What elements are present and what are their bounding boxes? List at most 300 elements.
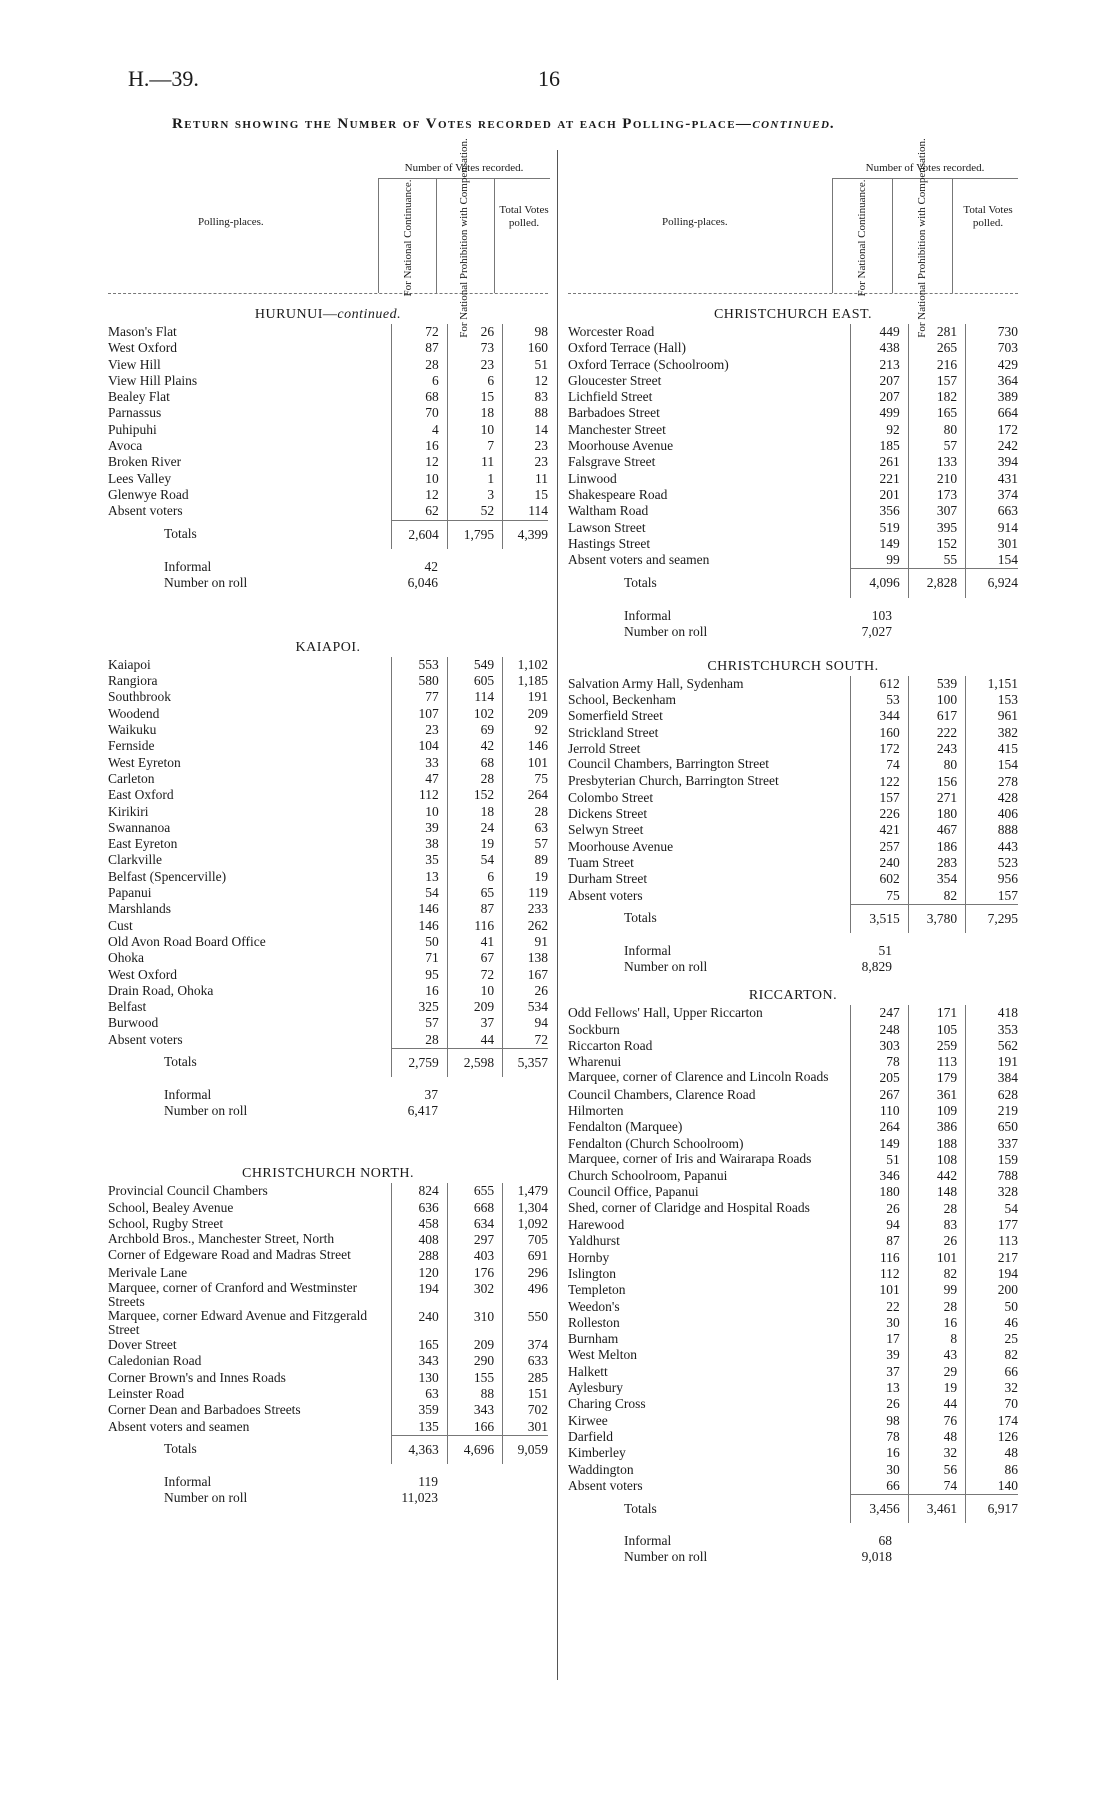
total-votes: 1,304 [503,1200,548,1216]
table-row [108,836,548,852]
prohibition-votes: 152 [908,536,965,552]
polling-place: Presbyterian Church, Barrington Street [568,772,779,788]
continuance-total: 3,515 [851,904,908,933]
total-votes: 285 [503,1370,548,1386]
prohibition-votes: 42 [447,738,502,754]
polling-place: Absent voters [568,1477,643,1493]
polling-place: Templeton [568,1282,626,1298]
table-row [108,1183,548,1199]
christchurch-east-title: CHRISTCHURCH EAST. [713,307,873,322]
total-votes: 301 [966,536,1018,552]
polling-place: Absent voters [568,887,643,903]
continuance-votes: 70 [392,405,447,421]
prohibition-votes: 82 [908,1266,965,1282]
table-row [108,503,548,520]
total-votes: 394 [966,454,1018,470]
prohibition-votes: 182 [908,389,965,405]
total-votes: 154 [966,552,1018,569]
continuance-votes: 240 [392,1309,447,1337]
total-votes: 101 [503,755,548,771]
polling-place: Bealey Flat [108,389,170,405]
table-row [568,839,1018,855]
polling-place: Sockburn [568,1021,620,1037]
hurunui-table [108,324,548,549]
table-row [108,1281,548,1309]
table-row [568,806,1018,822]
prohibition-votes: 37 [447,1015,502,1031]
continuance-votes: 612 [851,676,908,692]
electorate-summary [108,1087,548,1125]
table-row [568,1250,1018,1266]
continuance-votes: 185 [851,438,908,454]
prohibition-votes: 19 [447,836,502,852]
total-votes-header: Total Votes polled. [499,204,549,229]
continuance-votes: 130 [392,1370,447,1386]
prohibition-votes: 210 [908,471,965,487]
total-votes: 14 [503,422,548,438]
table-row [108,885,548,901]
table-row [568,741,1018,757]
polling-place: Salvation Army Hall, Sydenham [568,675,744,691]
continuance-votes: 408 [392,1232,447,1248]
table-row [108,804,548,820]
total-votes: 86 [966,1462,1018,1478]
continuance-votes: 824 [392,1183,447,1199]
prohibition-votes: 102 [447,706,502,722]
continuance-votes: 160 [851,725,908,741]
table-row [568,855,1018,871]
prohibition-votes: 67 [447,950,502,966]
table-row [108,934,548,950]
table-row [568,1038,1018,1054]
total-votes: 23 [503,438,548,454]
polling-place: Council Chambers, Clarence Road [568,1086,756,1102]
christchurch-north-table [108,1183,548,1464]
table-row [568,1168,1018,1184]
polling-place: Halkett [568,1363,608,1379]
continuance-votes: 101 [851,1282,908,1298]
column-divider [557,150,558,1680]
polling-place: School, Bealey Avenue [108,1199,234,1215]
prohibition-votes: 222 [908,725,965,741]
total-votes: 364 [966,373,1018,389]
prohibition-votes: 271 [908,790,965,806]
prohibition-votes: 109 [908,1103,965,1119]
total-votes: 92 [503,722,548,738]
prohibition-total: 4,696 [447,1435,502,1464]
total-votes: 172 [966,422,1018,438]
polling-place: Dover Street [108,1337,177,1353]
electorate-summary [568,608,1018,646]
header-rule [378,178,379,293]
prohibition-votes: 26 [908,1233,965,1249]
table-row [108,1309,548,1337]
polling-place: Shakespeare Road [568,486,668,502]
total-votes: 160 [503,340,548,356]
prohibition-votes: 186 [908,839,965,855]
polling-place: Worcester Road [568,324,655,339]
prohibition-total: 2,828 [908,569,965,598]
continuance-total: 3,456 [851,1495,908,1524]
prohibition-votes: 48 [908,1429,965,1445]
table-row [568,1462,1018,1478]
polling-place: Kimberley [568,1445,626,1461]
prohibition-votes: 148 [908,1184,965,1200]
prohibition-votes: 549 [447,657,502,673]
polling-place: Ohoka [108,950,144,966]
total-votes: 353 [966,1022,1018,1038]
continuance-votes: 120 [392,1265,447,1281]
polling-place: Barbadoes Street [568,405,660,421]
polling-place: Belfast (Spencerville) [108,868,227,884]
prohibition-votes: 116 [447,918,502,934]
total-votes: 415 [966,741,1018,757]
prohibition-votes: 6 [447,869,502,885]
continuance-votes: 165 [392,1337,447,1353]
roll-label: Number on roll [164,1103,248,1119]
polling-place: Clarkville [108,852,162,868]
polling-place: Kirikiri [108,803,149,819]
polling-place: Corner Dean and Barbadoes Streets [108,1402,301,1418]
prohibition-votes: 467 [908,822,965,838]
polling-place: Parnassus [108,405,162,421]
total-votes: 374 [503,1337,548,1353]
number-on-roll: 8,829 [861,959,892,975]
votes-recorded-header: Number of Votes recorded. [378,158,550,179]
polling-place: Fendalton (Marquee) [568,1119,683,1135]
polling-place: Colombo Street [568,789,654,805]
riccarton-table [568,1005,1018,1523]
table-row [108,1402,548,1418]
continuance-votes: 112 [392,787,447,803]
total-votes: 523 [966,855,1018,871]
total-votes: 66 [966,1364,1018,1380]
grand-total: 5,357 [503,1048,548,1077]
table-row [108,771,548,787]
table-row [568,1119,1018,1135]
continuance-votes: 95 [392,967,447,983]
total-votes: 25 [966,1331,1018,1347]
table-row [568,1445,1018,1461]
total-votes: 278 [966,774,1018,790]
continuance-votes: 267 [851,1087,908,1103]
polling-place: Lawson Street [568,519,646,535]
informal-votes: 42 [424,558,438,574]
table-row [108,869,548,885]
total-votes: 11 [503,471,548,487]
continuance-votes: 39 [851,1347,908,1363]
header-rule [952,178,953,293]
prohibition-votes: 28 [908,1201,965,1217]
total-votes: 217 [966,1250,1018,1266]
table-row [568,1184,1018,1200]
continuance-votes: 107 [392,706,447,722]
prohibition-votes: 156 [908,774,965,790]
prohibition-votes: 361 [908,1087,965,1103]
continuance-votes: 22 [851,1299,908,1315]
christchurch-east-table [568,324,1018,598]
continuance-votes: 47 [392,771,447,787]
table-row [568,405,1018,421]
total-votes: 19 [503,869,548,885]
continuance-votes: 499 [851,405,908,421]
header-rule [436,178,437,293]
prohibition-votes: 23 [447,357,502,373]
polling-place: View Hill Plains [108,372,198,388]
informal-votes: 37 [424,1087,438,1103]
totals-label: Totals [164,1441,197,1457]
total-votes: 550 [503,1309,548,1337]
total-votes: 91 [503,934,548,950]
electorate-summary [568,943,1018,981]
prohibition-votes: 8 [908,1331,965,1347]
totals-label: Totals [164,526,197,542]
totals-row [108,1048,548,1077]
prohibition-votes: 133 [908,454,965,470]
prohibition-votes: 655 [447,1183,502,1199]
continuance-votes: 580 [392,673,447,689]
table-row [568,676,1018,692]
prohibition-votes: 80 [908,757,965,773]
continuance-votes: 458 [392,1216,447,1232]
total-votes: 888 [966,822,1018,838]
polling-place: Merivale Lane [108,1264,188,1280]
polling-place: Woodend [108,705,160,721]
grand-total: 6,917 [966,1495,1018,1524]
table-row [568,871,1018,887]
prohibition-votes: 52 [447,503,502,520]
total-votes: 138 [503,950,548,966]
table-row [108,324,548,340]
polling-place: Charing Cross [568,1396,646,1412]
polling-place: Waikuku [108,722,157,738]
total-votes: 664 [966,405,1018,421]
polling-place: Harewood [568,1217,625,1233]
continuance-votes: 553 [392,657,447,673]
total-votes: 72 [503,1032,548,1049]
continuance-votes: 23 [392,722,447,738]
total-votes: 1,479 [503,1183,548,1199]
continuance-votes: 359 [392,1402,447,1418]
prohibition-votes: 171 [908,1005,965,1021]
polling-place: Rangiora [108,673,158,689]
total-votes: 94 [503,1015,548,1031]
total-votes: 113 [966,1233,1018,1249]
table-row [108,673,548,689]
polling-place: Linwood [568,470,617,486]
total-votes: 177 [966,1217,1018,1233]
grand-total: 7,295 [966,904,1018,933]
table-row [108,389,548,405]
table-row [568,389,1018,405]
total-votes: 146 [503,738,548,754]
total-votes-header: Total Votes polled. [963,204,1013,229]
total-votes: 374 [966,487,1018,503]
table-row [568,1315,1018,1331]
table-row [568,1266,1018,1282]
prohibition-votes: 668 [447,1200,502,1216]
total-votes: 83 [503,389,548,405]
polling-place: East Eyreton [108,836,178,852]
table-row [108,689,548,705]
continuance-votes: 99 [851,552,908,569]
continuance-votes: 303 [851,1038,908,1054]
prohibition-votes: 539 [908,676,965,692]
continuance-votes: 346 [851,1168,908,1184]
polling-place: Marquee, corner of Iris and Wairarapa Roads [568,1150,812,1166]
polling-places-header: Polling-places. [662,216,728,228]
grand-total: 9,059 [503,1435,548,1464]
table-row [568,536,1018,552]
continuance-votes: 53 [851,692,908,708]
polling-place: Odd Fellows' Hall, Upper Riccarton [568,1005,763,1021]
prohibition-votes: 209 [447,999,502,1015]
prohibition-votes: 41 [447,934,502,950]
continuance-votes: 438 [851,340,908,356]
prohibition-votes: 19 [908,1380,965,1396]
continuance-votes: 226 [851,806,908,822]
total-votes: 384 [966,1070,1018,1086]
polling-place: Glenwye Road [108,486,189,502]
informal-label: Informal [624,943,672,959]
continuance-votes: 62 [392,503,447,520]
polling-place: East Oxford [108,787,174,803]
prohibition-votes: 3 [447,487,502,503]
votes-recorded-header: Number of Votes recorded. [832,158,1018,179]
total-votes: 1,185 [503,673,548,689]
total-votes: 389 [966,389,1018,405]
roll-label: Number on roll [164,1490,248,1506]
continuance-votes: 449 [851,324,908,340]
polling-place: Riccarton Road [568,1037,653,1053]
total-votes: 418 [966,1005,1018,1021]
continuance-votes: 33 [392,755,447,771]
table-row [568,1152,1018,1168]
polling-place: Old Avon Road Board Office [108,933,266,949]
table-row [568,340,1018,356]
continuance-votes: 10 [392,471,447,487]
table-row [568,1054,1018,1070]
polling-place: Lees Valley [108,470,172,486]
continuance-votes: 104 [392,738,447,754]
prohibition-votes: 442 [908,1168,965,1184]
prohibition-total: 2,598 [447,1048,502,1077]
prohibition-votes: 281 [908,324,965,340]
prohibition-votes: 265 [908,340,965,356]
prohibition-votes: 82 [908,888,965,905]
polling-place: Gloucester Street [568,372,662,388]
prohibition-total: 1,795 [447,520,502,549]
polling-place: Kirwee [568,1412,608,1428]
total-votes: 1,151 [966,676,1018,692]
roll-label: Number on roll [624,959,708,975]
table-row [568,774,1018,790]
prohibition-votes: 165 [908,405,965,421]
table-row [108,487,548,503]
total-votes: 264 [503,787,548,803]
table-row [108,438,548,454]
table-row [568,1347,1018,1363]
christchurch-south-title: CHRISTCHURCH SOUTH. [707,658,879,674]
table-row [108,422,548,438]
table-row [568,1070,1018,1086]
polling-place: Marquee, corner of Cranford and Westminster Streets [108,1280,358,1310]
polling-place: Provincial Council Chambers [108,1183,268,1199]
polling-place: West Oxford [108,340,178,356]
hurunui-title: HURUNUI—continued. [254,307,402,322]
informal-label: Informal [164,1474,212,1490]
electorate-summary [108,559,548,597]
table-row [568,357,1018,373]
prohibition-votes: 43 [908,1347,965,1363]
prohibition-votes: 101 [908,1250,965,1266]
continuance-votes: 92 [851,422,908,438]
table-row [108,1337,548,1353]
continuance-votes: 421 [851,822,908,838]
continuance-votes: 146 [392,918,447,934]
prohibition-votes: 6 [447,373,502,389]
total-votes: 157 [966,888,1018,905]
polling-place: Swannanoa [108,819,171,835]
polling-place: Fendalton (Church Schoolroom) [568,1135,744,1151]
prohibition-votes: 216 [908,357,965,373]
polling-place: Broken River [108,454,182,470]
continuance-votes: 87 [851,1233,908,1249]
table-row [568,1413,1018,1429]
informal-votes: 119 [418,1474,438,1490]
polling-place: Moorhouse Avenue [568,438,674,454]
table-row [568,757,1018,773]
table-row [568,1136,1018,1152]
continuance-votes: 94 [851,1217,908,1233]
total-votes: 26 [503,983,548,999]
total-votes: 1,092 [503,1216,548,1232]
polling-place: Burwood [108,1015,159,1031]
total-votes: 301 [503,1419,548,1436]
prohibition-votes: 10 [447,983,502,999]
continuance-votes: 68 [392,389,447,405]
prohibition-votes: 113 [908,1054,965,1070]
number-on-roll: 6,046 [407,574,438,590]
total-votes: 961 [966,708,1018,724]
christchurch-north-title: CHRISTCHURCH NORTH. [241,1166,414,1182]
total-votes: 167 [503,967,548,983]
polling-place: Southbrook [108,689,172,705]
table-row [108,1370,548,1386]
table-row [108,454,548,470]
prohibition-votes: 69 [447,722,502,738]
table-row [568,692,1018,708]
prohibition-votes: 166 [447,1419,502,1436]
total-votes: 1,102 [503,657,548,673]
header-rule [832,178,833,293]
polling-place: Church Schoolroom, Papanui [568,1168,728,1184]
continuance-votes: 213 [851,357,908,373]
total-votes: 98 [503,324,548,340]
total-votes: 23 [503,454,548,470]
continuance-votes: 356 [851,503,908,519]
prohibition-votes: 10 [447,422,502,438]
prohibition-votes: 403 [447,1248,502,1264]
prohibition-total: 3,461 [908,1495,965,1524]
total-votes: 82 [966,1347,1018,1363]
continuance-votes: 180 [851,1184,908,1200]
prohibition-votes: 7 [447,438,502,454]
prohibition-votes: 157 [908,373,965,389]
table-row [568,1364,1018,1380]
polling-place: Rolleston [568,1314,620,1330]
total-votes: 200 [966,1282,1018,1298]
